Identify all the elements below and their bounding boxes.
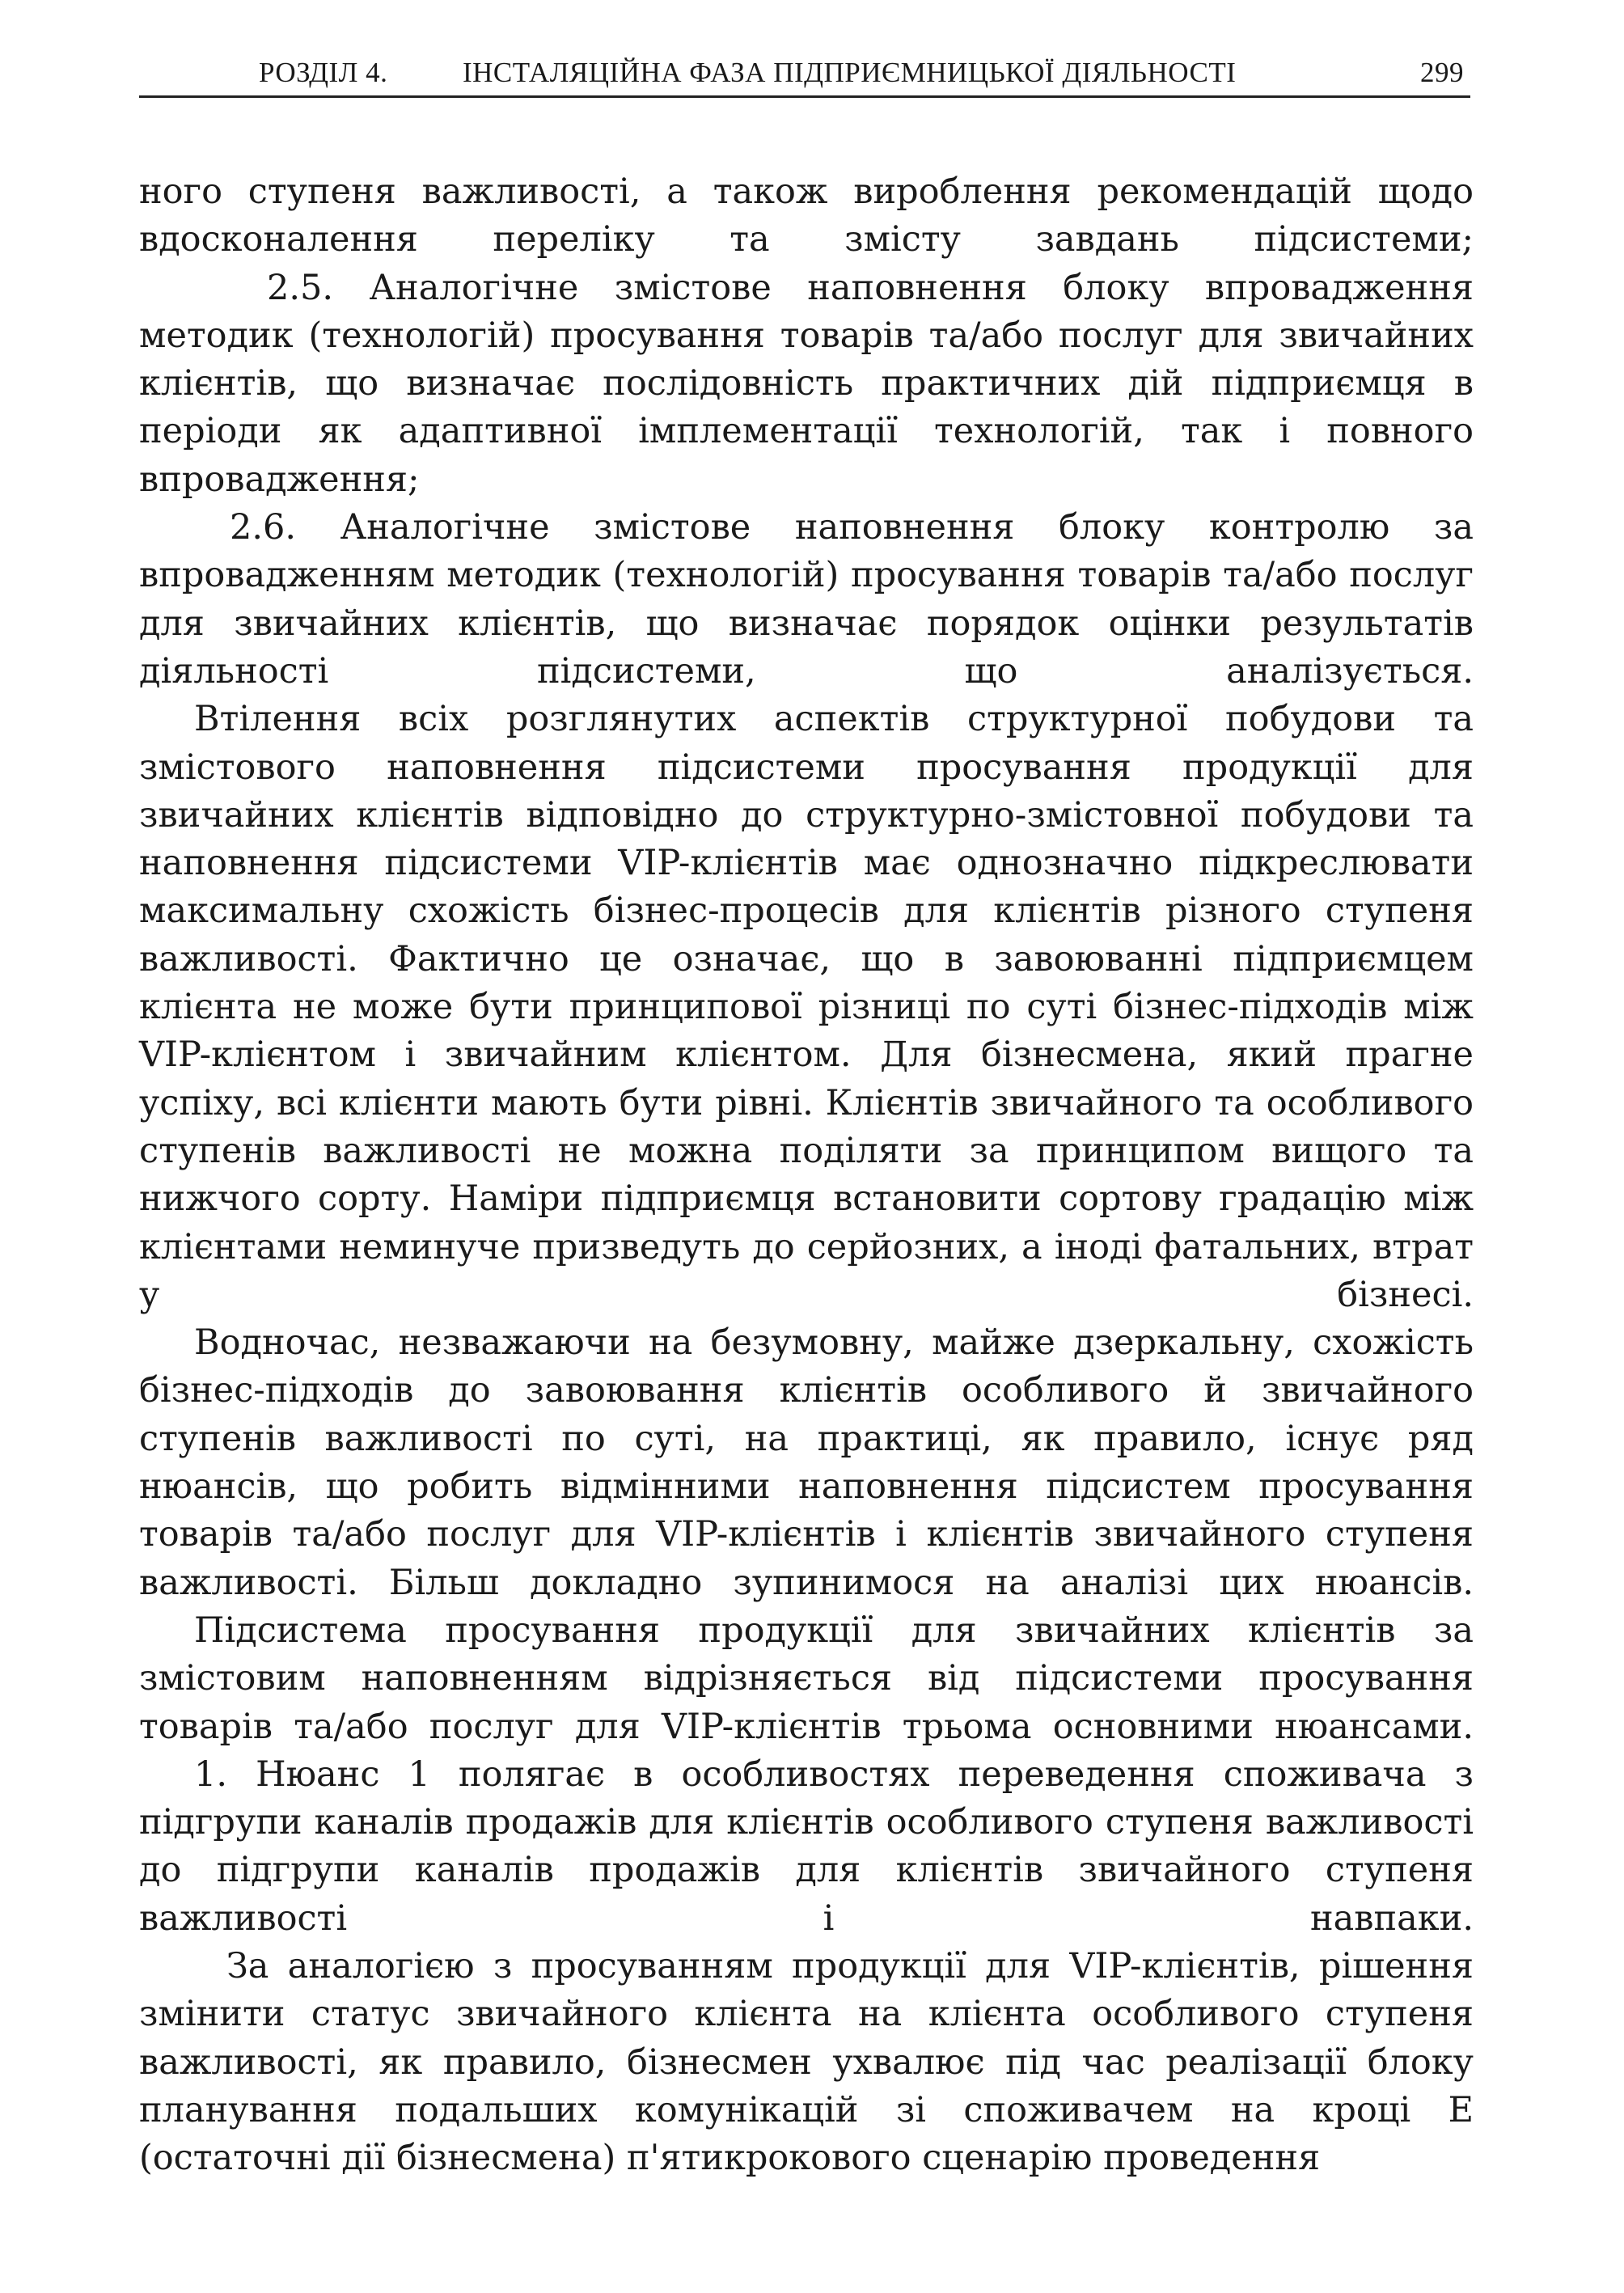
page-body [139,168,1474,2182]
header-title: ІНСТАЛЯЦІЙНА ФАЗА ПІДПРИЄМНИЦЬКОЇ ДІЯЛЬНОСТІ [463,57,1237,88]
page-number: 299 [1420,57,1464,88]
paragraph-item-2-5: 2.5. Аналогічне змістове наповнення блоку впровадження методик (технологій) просування товарів та/або послуг для звичайних клієнтів, що визначає послідовність практичних дій підприємця в періоди як адаптивної імплементації технологій, так і повного впровадження; [139,267,1474,500]
paragraph-implementation: Втілення всіх розглянутих аспектів структурної побудови та змістового наповнення підсистеми просування продукції для звичайних клієнтів відповідно до структурно-змістовної побудови та наповнення підсистеми VIP-клієнтів має однозначно підкреслювати максимальну схожість бізнес-процесів для клієнтів різного ступеня важливості. Фактично це означає, що в завоюванні підприємцем клієнта не може бути принципової різниці по суті бізнес-підходів між VIP-клієнтом і звичайним клієнтом. Для бізнесмена, який прагне успіху, всі клієнти мають бути рівні. Клієнтів звичайного та особливого ступенів важливості не можна поділяти за принципом вищого та нижчого сорту. Наміри підприємця встановити сортову градацію між клієнтами неминуче призведуть до серйозних, а іноді фатальних, втрат у бізнесі. [139,699,1474,1315]
paragraph-item-2-6: 2.6. Аналогічне змістове наповнення блоку контролю за впровадженням методик (технологій) просування товарів та/або послуг для звичайних клієнтів, що визначає порядок оцінки результатів діяльності підсистеми, що аналізується. [139,507,1474,692]
paragraph-continuation: ного ступеня важливості, а також вироблення рекомендацій щодо вдосконалення переліку та змісту завдань підсистеми; [139,171,1474,260]
running-header [139,53,1470,98]
paragraph-analogy: За аналогією з просуванням продукції для VIP-клієнтів, рішення змінити статус звичайного клієнта на клієнта особливого ступеня важливості, як правило, бізнесмен ухвалює під час реалізації блоку планування подальших комунікацій зі споживачем на кроці Е (остаточні дії бізнесмена) п'ятикрокового сценарію проведення [139,1945,1474,2179]
paragraph-nuances-intro: Водночас, незважаючи на безумовну, майже дзеркальну, схожість бізнес-підходів до завоювання клієнтів особливого й звичайного ступенів важливості по суті, на практиці, як правило, існує ряд нюансів, що робить відмінними наповнення підсистем просування товарів та/або послуг для VIP-клієнтів і клієнтів звичайного ступеня важливості. Більш докладно зупинимося на аналізі цих нюансів. [139,1322,1474,1603]
paragraph-subsystem: Підсистема просування продукції для звичайних клієнтів за змістовим наповненням відрізняється від підсистеми просування товарів та/або послуг для VIP-клієнтів трьома основними нюансами. [139,1610,1474,1747]
paragraph-nuance-1: 1. Нюанс 1 полягає в особливостях переведення споживача з підгрупи каналів продажів для клієнтів особливого ступеня важливості до підгрупи каналів продажів для клієнтів звичайного ступеня важливості і навпаки. [139,1754,1474,1939]
header-section: РОЗДІЛ 4. [259,57,388,88]
